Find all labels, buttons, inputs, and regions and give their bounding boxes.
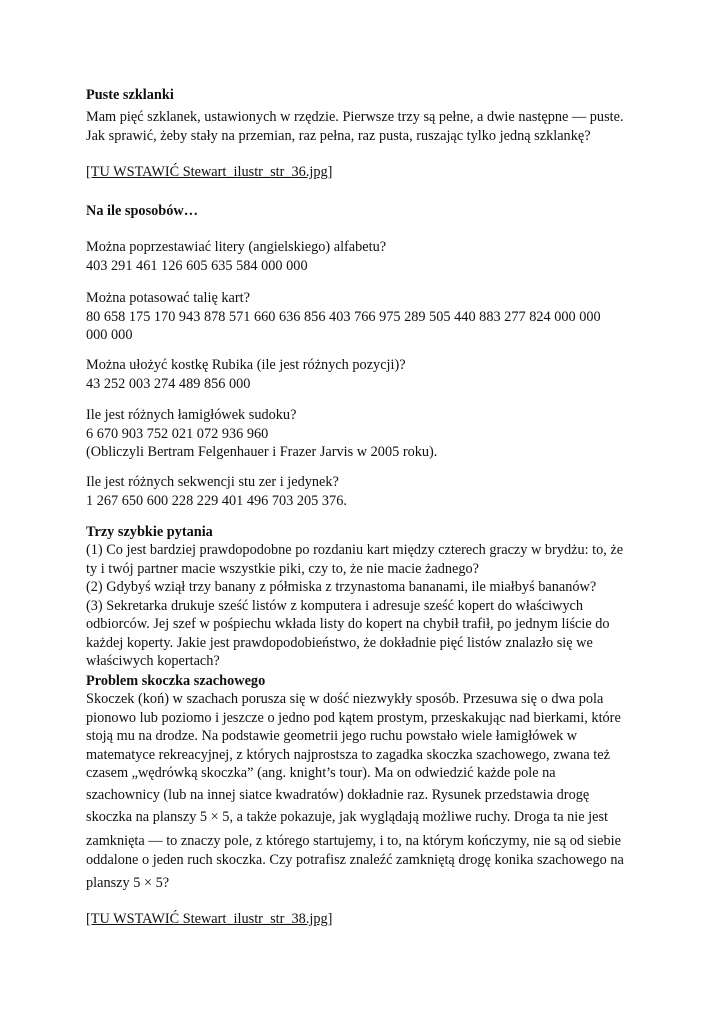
fact-answer: 403 291 461 126 605 635 584 000 000 xyxy=(86,257,308,274)
text-line: każdej koperty. Jakie jest prawdopodobieństwo, że dokładnie pięć listów znalazło się we xyxy=(86,634,593,651)
fact-answer: 1 267 650 600 228 229 401 496 703 205 376. xyxy=(86,492,347,509)
text-line: matematyce rekreacyjnej, z których najprostsza to zagadka skoczka szachowego, zwana też xyxy=(86,746,610,763)
text-line: Mam pięć szklanek, ustawionych w rzędzie. Pierwsze trzy są pełne, a dwie następne — puste. xyxy=(86,109,624,125)
text-line: pionowo lub poziomo i jeszcze o jedno pod kątem prostym, przeskakując nad bierkami, które xyxy=(86,709,621,726)
text-line: Skoczek (koń) w szachach porusza się w dość niezwykły sposób. Przesuwa się o dwa pola xyxy=(86,691,604,707)
fact-answer-cont: 000 000 xyxy=(86,327,133,343)
skoczek-text-e xyxy=(86,832,646,869)
fact-question: Ile jest różnych łamigłówek sudoku? xyxy=(86,407,297,423)
text-line: zamknięta — to znaczy pole, z którego startujemy, i to, na którym kończymy, nie są od siebie xyxy=(86,833,621,849)
fact-item-alphabet xyxy=(86,238,646,275)
fact-item-rubik xyxy=(86,356,646,393)
puste-szklanki-text xyxy=(86,108,646,145)
section-title-problem-skoczka: Problem skoczka szachowego xyxy=(86,673,266,689)
fact-item-sudoku xyxy=(86,406,646,462)
section-title-trzy-szybkie-pytania: Trzy szybkie pytania xyxy=(86,524,213,540)
section-title-puste-szklanki: Puste szklanki xyxy=(86,87,174,103)
text-line: odbiorców. Jej szef w pośpiechu wkłada listy do kopert na chybił trafił, po jednym liście do xyxy=(86,616,610,632)
fact-note: (Obliczyli Bertram Felgenhauer i Frazer Jarvis w 2005 roku). xyxy=(86,444,438,460)
text-line: ty i twój partner macie wszystkie piki, czy to, że nie macie żadnego? xyxy=(86,560,480,577)
text-line: oddalone o jeden ruch skoczka. Czy potrafisz znaleźć zamkniętą drogę konika szachowego na xyxy=(86,851,624,868)
skoczek-text-b xyxy=(86,764,646,783)
fact-item-sequences xyxy=(86,473,646,510)
text-line: (1) Co jest bardziej prawdopodobne po rozdaniu kart między czterech graczy w brydżu: to, że xyxy=(86,542,624,558)
skoczek-text-f xyxy=(86,874,646,893)
fact-question: Można ułożyć kostkę Rubika (ile jest różnych pozycji)? xyxy=(86,357,406,373)
text-line: skoczka na planszy 5 × 5, a także pokazuje, jak wyglądają możliwe ruchy. Droga ta nie jest xyxy=(86,809,609,825)
image-placeholder-36: [TU WSTAWIĆ Stewart_ilustr_str_36.jpg] xyxy=(86,164,333,180)
text-line: Jak sprawić, żeby stały na przemian, raz pełna, raz pusta, ruszając tylko jedną szklankę? xyxy=(86,127,591,144)
text-line: czasem „wędrówką skoczka” (ang. knight’s tour). Ma on odwiedzić każde pole na xyxy=(86,765,556,781)
text-line: właściwych kopertach? xyxy=(86,653,220,669)
skoczek-text-a xyxy=(86,690,646,764)
fact-answer: 80 658 175 170 943 878 571 660 636 856 403 766 975 289 505 440 883 277 824 000 000 xyxy=(86,308,601,325)
text-line: (3) Sekretarka drukuje sześć listów z komputera i adresuje sześć kopert do właściwych xyxy=(86,597,584,614)
text-line: (2) Gdybyś wziął trzy banany z półmiska z trzynastoma bananami, ile miałbyś bananów? xyxy=(86,579,597,595)
trzy-pytania-text xyxy=(86,541,646,671)
section-title-na-ile-sposobow: Na ile sposobów… xyxy=(86,203,199,219)
fact-answer: 43 252 003 274 489 856 000 xyxy=(86,375,251,392)
text-line: stoją mu na drodze. Na podstawie geometrii jego ruchu powstało wiele łamigłówek w xyxy=(86,728,578,744)
fact-question: Można potasować talię kart? xyxy=(86,290,250,306)
text-line: planszy 5 × 5? xyxy=(86,875,170,891)
text-line: szachownicy (lub na innej siatce kwadratów) dokładnie raz. Rysunek przedstawia drogę xyxy=(86,787,590,803)
fact-answer: 6 670 903 752 021 072 936 960 xyxy=(86,425,269,442)
image-placeholder-38: [TU WSTAWIĆ Stewart_ilustr_str_38.jpg] xyxy=(86,911,333,927)
fact-question: Ile jest różnych sekwencji stu zer i jedynek? xyxy=(86,474,339,490)
fact-question: Można poprzestawiać litery (angielskiego) alfabetu? xyxy=(86,239,387,255)
skoczek-text-d xyxy=(86,808,646,827)
fact-item-cards xyxy=(86,289,646,345)
skoczek-text-c xyxy=(86,786,646,805)
